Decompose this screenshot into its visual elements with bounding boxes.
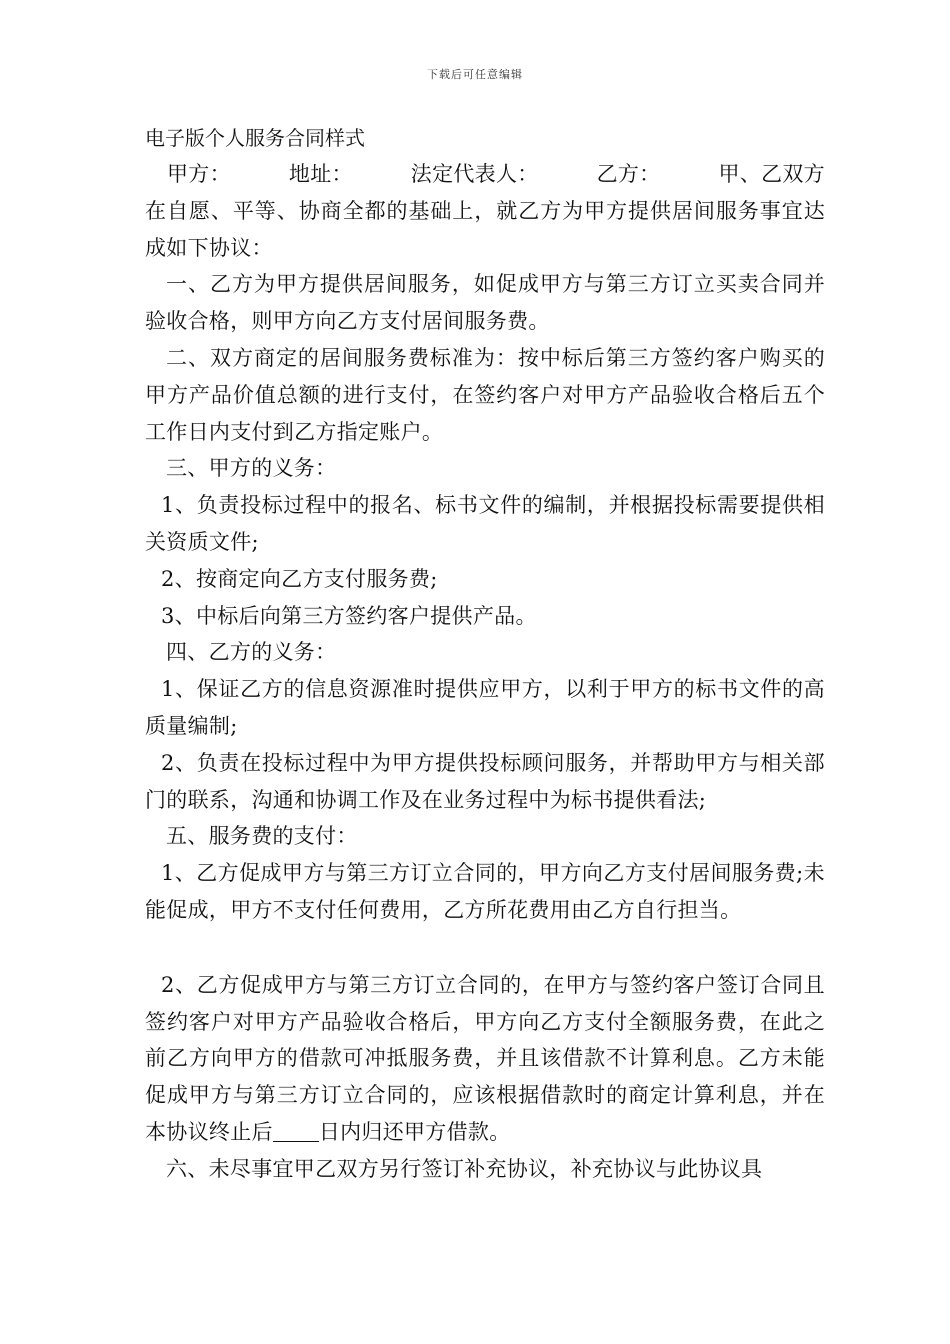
section-3-item-1: 1、负责投标过程中的报名、标书文件的编制，并根据投标需要提供相关资质文件;	[145, 493, 825, 554]
section-5-heading: 五、服务费的支付：	[166, 824, 358, 849]
section-4-item-2: 2、负责在投标过程中为甲方提供投标顾问服务，并帮助甲方与相关部门的联系，沟通和协调工作及在业务过程中为标书提供看法;	[145, 750, 825, 812]
clause-2: 二、双方商定的居间服务费标准为：按中标后第三方签约客户购买的甲方产品价值总额的进行支付，在签约客户对甲方产品验收合格后五个工作日内支付到乙方指定账户。	[145, 345, 825, 444]
section-3-item-3: 3、中标后向第三方签约客户提供产品。	[161, 603, 537, 628]
header-note: 下载后可任意编辑	[427, 68, 523, 81]
address-label: 地址：	[288, 162, 353, 186]
section-5-item-2	[145, 967, 825, 1151]
legal-rep-label: 法定代表人：	[410, 162, 539, 186]
section-4-heading: 四、乙方的义务：	[166, 640, 337, 665]
both-parties-label: 甲、乙双方	[718, 162, 825, 186]
document-title: 电子版个人服务合同样式	[145, 126, 365, 150]
section-5-item-2-text-b: 日内归还甲方借款。	[318, 1119, 511, 1144]
days-blank	[273, 1123, 319, 1142]
section-5-item-1: 1、乙方促成甲方与第三方订立合同的，甲方向乙方支付居间服务费;未能促成，甲方不支付任何费用，乙方所花费用由乙方自行担当。	[145, 861, 825, 922]
intro-paragraph: 在自愿、平等、协商全都的基础上，就乙方为甲方提供居间服务事宜达成如下协议：	[145, 198, 825, 260]
section-4-item-1: 1、保证乙方的信息资源准时提供应甲方，以利于甲方的标书文件的高质量编制;	[145, 677, 825, 738]
parties-line	[145, 156, 825, 193]
section-3-heading: 三、甲方的义务：	[166, 456, 337, 481]
document-body	[145, 120, 825, 1188]
party-b-label: 乙方：	[596, 162, 661, 186]
clause-1: 一、乙方为甲方提供居间服务，如促成甲方与第三方订立买卖合同并验收合格，则甲方向乙方支付居间服务费。	[145, 272, 825, 334]
clause-6: 六、未尽事宜甲乙双方另行签订补充协议，补充协议与此协议具	[166, 1156, 763, 1181]
party-a-label: 甲方：	[167, 162, 231, 186]
section-5-item-2-text-a: 2、乙方促成甲方与第三方订立合同的，在甲方与签约客户签订合同且签约客户对甲方产品验收合格后，甲方向乙方支付全额服务费，在此之前乙方向甲方的借款可冲抵服务费，并且该借款不计算利息。乙方未能促成甲方与第三方订立合同的，应该根据借款时的商定计算利息，并在本协议终止后	[145, 972, 825, 1144]
section-3-item-2: 2、按商定向乙方支付服务费;	[161, 566, 438, 591]
